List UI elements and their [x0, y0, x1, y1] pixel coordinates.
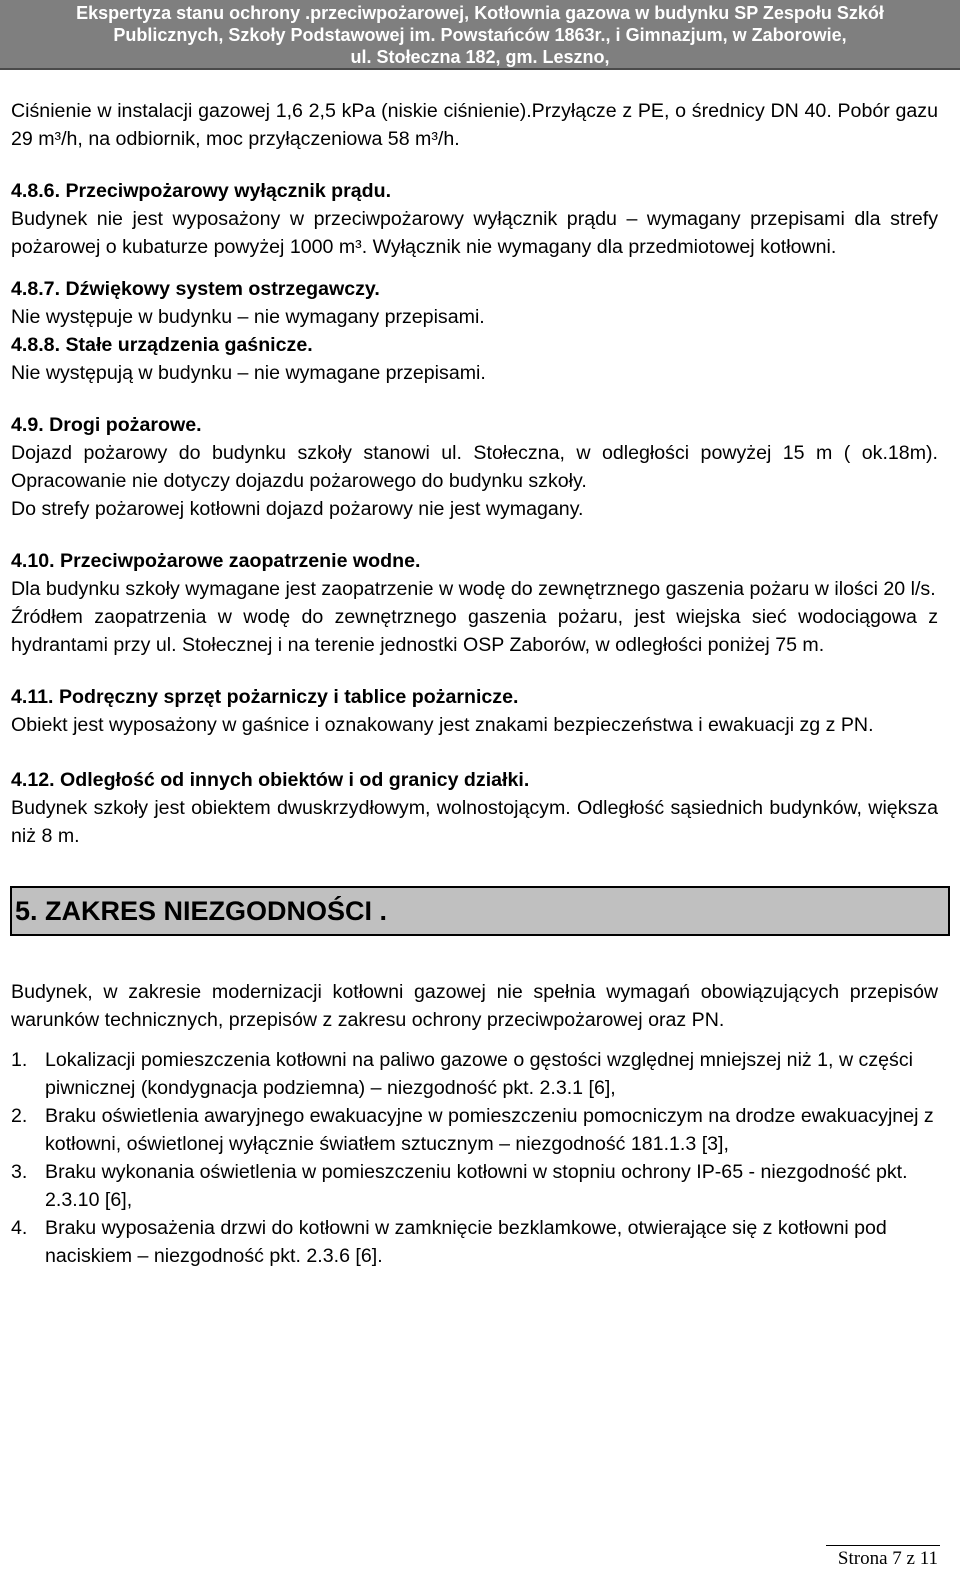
section-5-intro: Budynek, w zakresie modernizacji kotłowni gazowej nie spełnia wymagań obowiązujących przepisów warunków technicznych, przepisów z zakresu ochrony przeciwpożarowej oraz PN.: [11, 981, 938, 1031]
section-4-8-8-title: 4.8.8. Stałe urządzenia gaśnicze.: [11, 334, 313, 356]
section-4-10-text-2: Źródłem zaopatrzenia w wodę do zewnętrznego gaszenia pożaru, jest wiejska sieć wodociągowa z hydrantami przy ul. Stołecznej i na terenie jednostki OSP Zaborów, w odległości poniżej 75 m.: [11, 606, 938, 656]
section-4-8-6-text: Budynek nie jest wyposażony w przeciwpożarowy wyłącznik prądu – wymagany przepisami dla strefy pożarowej o kubaturze powyżej 1000 m³. Wyłącznik nie wymagany dla przedmiotowej kotłowni.: [11, 208, 938, 258]
section-4-11-title: 4.11. Podręczny sprzęt pożarniczy i tablice pożarnicze.: [11, 686, 519, 708]
list-item: [11, 1102, 938, 1158]
page-number: Strona 7 z 11: [837, 1548, 938, 1569]
intro-paragraph: Ciśnienie w instalacji gazowej 1,6 2,5 kPa (niskie ciśnienie).Przyłącze z PE, o średnicy DN 40. Pobór gazu 29 m³/h, na odbiornik, moc przyłączeniowa 58 m³/h.: [11, 100, 938, 150]
list-item-text: Braku wyposażenia drzwi do kotłowni w zamknięcie bezklamkowe, otwierające się z kotłowni pod naciskiem – niezgodność pkt. 2.3.6 [6].: [45, 1217, 887, 1267]
list-item-number: 4.: [11, 1217, 28, 1239]
list-item-text: Braku wykonania oświetlenia w pomieszczeniu kotłowni w stopniu ochrony IP-65 - niezgodność pkt. 2.3.10 [6],: [45, 1161, 908, 1211]
list-item-number: 3.: [11, 1161, 28, 1183]
list-item: [11, 1158, 938, 1214]
section-4-8-7-title: 4.8.7. Dźwiękowy system ostrzegawczy.: [11, 278, 380, 300]
section-4-8-8-text: Nie występują w budynku – nie wymagane przepisami.: [11, 362, 486, 384]
list-item-number: 2.: [11, 1105, 28, 1127]
header-line-3: ul. Stołeczna 182, gm. Leszno,: [350, 47, 610, 67]
list-item-number: 1.: [11, 1049, 28, 1071]
section-4-12-title: 4.12. Odległość od innych obiektów i od granicy działki.: [11, 769, 530, 791]
list-item-text: Lokalizacji pomieszczenia kotłowni na paliwo gazowe o gęstości względnej mniejszej niż 1, w części piwnicznej (kondygnacja podziemna) – niezgodność pkt. 2.3.1 [6],: [45, 1049, 913, 1099]
header-line-2: Publicznych, Szkoły Podstawowej im. Powstańców 1863r., i Gimnazjum, w Zaborowie,: [113, 25, 847, 45]
section-4-11-text: Obiekt jest wyposażony w gaśnice i oznakowany jest znakami bezpieczeństwa i ewakuacji zg z PN.: [11, 714, 874, 736]
section-4-10-title: 4.10. Przeciwpożarowe zaopatrzenie wodne.: [11, 550, 421, 572]
section-4-12-text: Budynek szkoły jest obiektem dwuskrzydłowym, wolnostojącym. Odległość sąsiednich budynków, większa niż 8 m.: [11, 797, 938, 847]
section-4-8-7-text: Nie występuje w budynku – nie wymagany przepisami.: [11, 306, 485, 328]
footer-divider: [826, 1545, 940, 1546]
section-4-10-text-1: Dla budynku szkoły wymagane jest zaopatrzenie w wodę do zewnętrznego gaszenia pożaru w ilości 20 l/s.: [11, 578, 936, 600]
list-item: [11, 1046, 938, 1102]
list-item: [11, 1214, 938, 1270]
header-line-1: Ekspertyza stanu ochrony .przeciwpożarowej, Kotłownia gazowa w budynku SP Zespołu Szkół: [76, 3, 884, 23]
section-4-9-text-2: Do strefy pożarowej kotłowni dojazd pożarowy nie jest wymagany.: [11, 498, 584, 520]
document-body: [11, 97, 938, 1270]
section-4-8-6-title: 4.8.6. Przeciwpożarowy wyłącznik prądu.: [11, 180, 392, 202]
document-header: [0, 0, 960, 70]
section-4-9-title: 4.9. Drogi pożarowe.: [11, 414, 202, 436]
list-item-text: Braku oświetlenia awaryjnego ewakuacyjne w pomieszczeniu pomocniczym na drodze ewakuacyjnej z kotłowni, oświetlonej wyłącznie światłem sztucznym – niezgodność 181.1.3 [3],: [45, 1105, 934, 1155]
section-4-9-text-1: Dojazd pożarowy do budynku szkoły stanowi ul. Stołeczna, w odległości powyżej 15 m ( ok.18m). Opracowanie nie dotyczy dojazdu pożarowego do budynku szkoły.: [11, 442, 938, 492]
section-5-heading: 5. ZAKRES NIEZGODNOŚCI .: [10, 886, 950, 936]
nonconformity-list: [11, 1046, 938, 1270]
